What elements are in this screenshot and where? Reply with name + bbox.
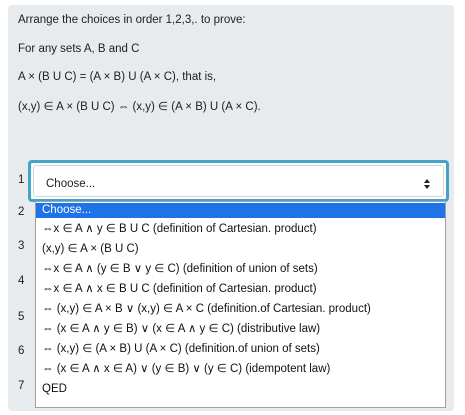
- question-instruction: Arrange the choices in order 1,2,3,. to prove:: [18, 14, 246, 26]
- question-equivalence: (x,y) ∈ A × (B U C) ⇔ (x,y) ∈ (A × B) U (A × C).: [18, 101, 261, 113]
- step-1-select[interactable]: [28, 160, 449, 202]
- select-field[interactable]: [33, 165, 444, 197]
- step-number-3: 3: [18, 240, 25, 252]
- up-down-arrows-icon: [423, 176, 431, 192]
- step-number-2: 2: [18, 206, 25, 218]
- option-choose[interactable]: Choose...: [36, 203, 445, 218]
- select-current-value: Choose...: [46, 178, 96, 190]
- select-dropdown-list[interactable]: [35, 201, 446, 408]
- question-equation: A × (B U C) = (A × B) U (A × C), that is,: [18, 71, 217, 83]
- step-number-6: 6: [18, 345, 25, 357]
- option-idempotent-law[interactable]: ⇔ (x ∈ A ∧ x ∈ A) ∨ (y ∈ B) ∨ (y ∈ C) (idempotent law): [42, 363, 331, 375]
- step-number-5: 5: [18, 311, 25, 323]
- question-statement: For any sets A, B and C: [18, 43, 140, 55]
- option-cartesian-product-3[interactable]: ⇔ (x,y) ∈ A × B ∨ (x,y) ∈ A × C (definition.of Cartesian. product): [42, 303, 371, 315]
- option-qed[interactable]: QED: [42, 383, 67, 395]
- option-union-of-sets[interactable]: ⇔ (x,y) ∈ (A × B) U (A × C) (definition.of union of sets): [42, 343, 320, 355]
- option-distributive-law[interactable]: ⇔ (x ∈ A ∧ y ∈ B) ∨ (x ∈ A ∧ y ∈ C) (distributive law): [42, 323, 321, 335]
- step-number-4: 4: [18, 275, 25, 287]
- option-premise[interactable]: (x,y) ∈ A × (B U C): [42, 243, 139, 255]
- step-number-7: 7: [18, 380, 25, 392]
- step-number-1: 1: [18, 174, 25, 186]
- option-cartesian-product-2[interactable]: ⇔x ∈ A ∧ x ∈ B U C (definition of Cartesian. product): [42, 283, 317, 295]
- option-union-definition[interactable]: ⇔x ∈ A ∧ (y ∈ B ∨ y ∈ C) (definition of union of sets): [42, 263, 318, 275]
- option-cartesian-product-1[interactable]: ⇔x ∈ A ∧ y ∈ B U C (definition of Cartesian. product): [42, 223, 317, 235]
